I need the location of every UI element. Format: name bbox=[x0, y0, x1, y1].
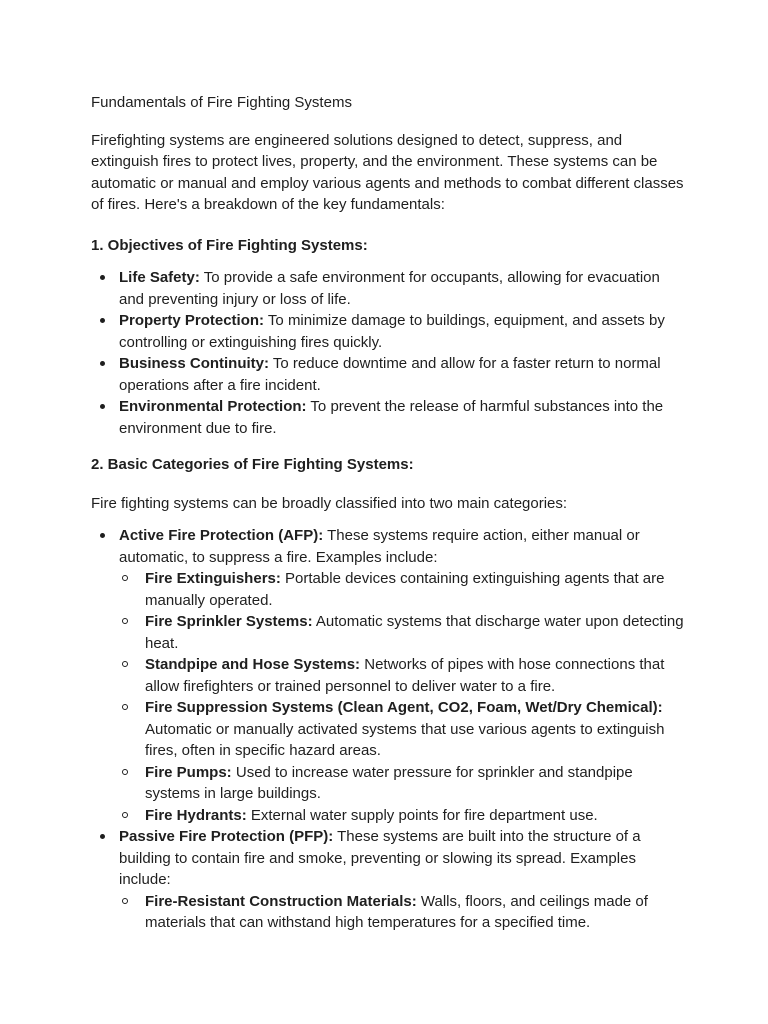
item-text: To provide a safe environment for occupants, allowing for evacuation and preventing injury or loss of life. bbox=[119, 269, 660, 308]
item-text: Walls, floors, and ceilings made of materials that can withstand high temperatures for a specified time. bbox=[145, 892, 648, 931]
item-text: Automatic or manually activated systems that use various agents to extinguish fires, often in specific hazard areas. bbox=[145, 720, 665, 759]
objectives-list bbox=[91, 267, 684, 439]
hollow-bullet-icon bbox=[122, 661, 128, 667]
section-2-lead: Fire fighting systems can be broadly classified into two main categories: bbox=[91, 494, 568, 512]
list-item bbox=[91, 525, 684, 826]
item-text: Automatic systems that discharge water upon detecting heat. bbox=[145, 613, 684, 652]
item-term: Fire Pumps: bbox=[145, 763, 232, 781]
bullet-icon bbox=[100, 404, 105, 409]
item-term: Fire Extinguishers: bbox=[145, 570, 281, 587]
item-text: To minimize damage to buildings, equipment, and assets by controlling or extinguishing fires quickly. bbox=[119, 312, 665, 351]
hollow-bullet-icon bbox=[122, 898, 128, 904]
list-item bbox=[91, 267, 684, 310]
item-term: Standpipe and Hose Systems: bbox=[145, 656, 361, 673]
item-text: Used to increase water pressure for sprinkler and standpipe systems in large buildings. bbox=[145, 763, 633, 802]
document-title: Fundamentals of Fire Fighting Systems bbox=[91, 94, 352, 111]
hollow-bullet-icon bbox=[122, 575, 128, 581]
bullet-icon bbox=[100, 533, 105, 538]
active-protection-examples bbox=[119, 568, 684, 826]
section-2-heading: 2. Basic Categories of Fire Fighting Systems: bbox=[91, 456, 414, 473]
item-term: Active Fire Protection (AFP): bbox=[119, 527, 324, 544]
list-item bbox=[91, 826, 684, 934]
hollow-bullet-icon bbox=[122, 812, 128, 818]
item-term: Fire Hydrants: bbox=[145, 806, 247, 824]
item-term: Fire-Resistant Construction Materials: bbox=[145, 892, 417, 910]
categories-list bbox=[91, 525, 684, 934]
item-term: Life Safety: bbox=[119, 269, 200, 286]
sub-list-item bbox=[119, 762, 684, 805]
item-term: Passive Fire Protection (PFP): bbox=[119, 828, 334, 845]
item-text: These systems are built into the structure of a building to contain fire and smoke, preventing or slowing its spread. Examples include: bbox=[119, 828, 641, 888]
sub-list-item bbox=[119, 568, 684, 611]
item-text: Networks of pipes with hose connections that allow firefighters or trained personnel to deliver water to a fire. bbox=[145, 656, 665, 695]
sub-list-item bbox=[119, 611, 684, 654]
hollow-bullet-icon bbox=[122, 618, 128, 624]
passive-protection-examples bbox=[119, 891, 684, 934]
hollow-bullet-icon bbox=[122, 769, 128, 775]
section-1-heading: 1. Objectives of Fire Fighting Systems: bbox=[91, 236, 368, 254]
item-text: These systems require action, either manual or automatic, to suppress a fire. Examples include: bbox=[119, 527, 640, 566]
item-text: To prevent the release of harmful substances into the environment due to fire. bbox=[119, 398, 664, 437]
item-term: Environmental Protection: bbox=[119, 398, 307, 415]
bullet-icon bbox=[100, 834, 105, 839]
list-item bbox=[91, 396, 684, 439]
sub-list-item bbox=[119, 654, 684, 697]
sub-list-item bbox=[119, 891, 684, 934]
item-text: Portable devices containing extinguishing agents that are manually operated. bbox=[145, 570, 665, 609]
bullet-icon bbox=[100, 318, 105, 323]
sub-list-item bbox=[119, 697, 684, 762]
bullet-icon bbox=[100, 361, 105, 366]
list-item bbox=[91, 353, 684, 396]
item-term: Business Continuity: bbox=[119, 355, 270, 372]
item-term: Fire Suppression Systems (Clean Agent, CO2, Foam, Wet/Dry Chemical): bbox=[145, 699, 663, 716]
hollow-bullet-icon bbox=[122, 704, 128, 710]
intro-paragraph: Firefighting systems are engineered solutions designed to detect, suppress, and extinguish fires to protect lives, property, and the environment. These systems can be automatic or manual and employ various agents and methods to combat different classes of fires. Here's a breakdown of the key fundamentals: bbox=[91, 131, 684, 213]
item-term: Property Protection: bbox=[119, 312, 265, 329]
list-item bbox=[91, 310, 684, 353]
sub-list-item bbox=[119, 805, 684, 827]
item-term: Fire Sprinkler Systems: bbox=[145, 613, 313, 630]
item-text: To reduce downtime and allow for a faster return to normal operations after a fire incident. bbox=[119, 355, 661, 394]
item-text: External water supply points for fire department use. bbox=[246, 806, 598, 824]
bullet-icon bbox=[100, 275, 105, 280]
